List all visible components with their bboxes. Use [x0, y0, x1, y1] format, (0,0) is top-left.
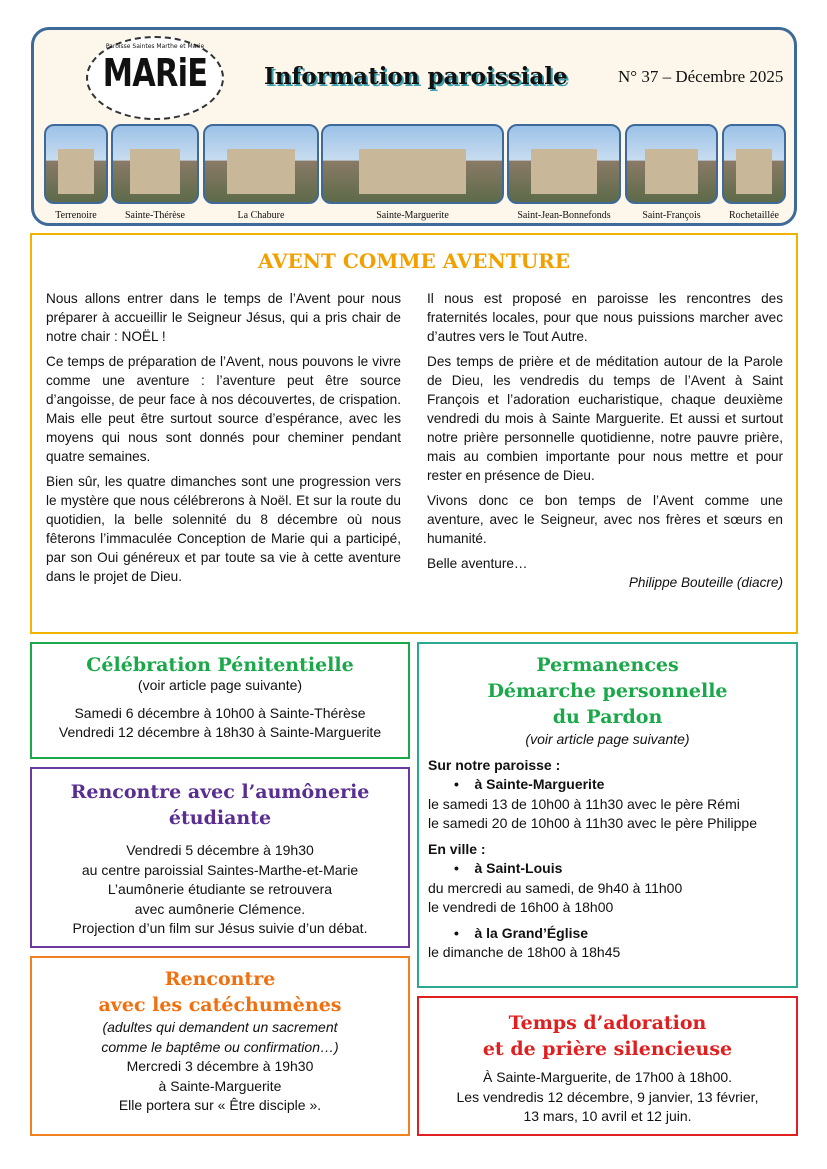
- text-line: À Sainte-Marguerite, de 17h00 à 18h00.: [482, 1069, 733, 1085]
- text-line: Les vendredis 12 décembre, 9 janvier, 13 février,: [456, 1088, 759, 1105]
- box-title: avec les catéchumènes: [98, 994, 342, 1016]
- text-line: Elle portera sur « Être disciple ».: [118, 1097, 322, 1113]
- header-banner: [31, 27, 797, 226]
- church-photo: [722, 124, 786, 204]
- place-bullet: • à Sainte-Marguerite: [454, 776, 605, 792]
- paragraph: Ce temps de préparation de l’Avent, nous pouvons le vivre comme une aventure : l’aventure peut être source d’angoisse, de peur face à nos découvertes, de crispation. Mais elle peut être surtout source d’espérance, avec les moyens qui nous sont donnés pour cheminer pendant quatre semaines.: [46, 354, 401, 464]
- box-title: et de prière silencieuse: [482, 1038, 733, 1060]
- place-name: à Sainte-Marguerite: [474, 776, 605, 792]
- adoration-box: [417, 996, 798, 1136]
- section-label: Sur notre paroisse :: [428, 756, 561, 773]
- aumonerie-box: [30, 767, 410, 948]
- church-caption: La Chabure: [237, 210, 285, 221]
- paragraph: Il nous est proposé en paroisse les rencontres des fraternités locales, pour que nous puissions marcher avec d’autres vers le Tout Autre.: [427, 291, 783, 344]
- box-title: Rencontre: [164, 968, 276, 990]
- schedule-line: du mercredi au samedi, de 9h40 à 11h00: [428, 879, 683, 896]
- text-line: au centre paroissial Saintes-Marthe-et-Marie: [81, 861, 359, 878]
- text-line: Projection d’un film sur Jésus suivie d’un débat.: [72, 920, 368, 936]
- note: (voir article page suivante): [525, 731, 690, 747]
- church-caption: Sainte-Marguerite: [376, 210, 449, 221]
- church-photo: [44, 124, 108, 204]
- paragraph: Bien sûr, les quatre dimanches sont une progression vers le mystère que nous célébrerons à Noël. Et sur la route du quotidien, la belle solennité du 8 décembre où nous fêterons l’immaculée Conception de Marie qui a participé, par son Oui généreux et par toute sa vie à cette aventure dans le projet de Dieu.: [46, 474, 401, 584]
- text-line: 13 mars, 10 avril et 12 juin.: [523, 1108, 692, 1124]
- schedule-line: le samedi 13 de 10h00 à 11h30 avec le père Rémi: [428, 795, 740, 812]
- box-title: Démarche personnelle: [487, 680, 728, 702]
- box-title: Temps d’adoration: [508, 1012, 707, 1034]
- schedule-line: le dimanche de 18h00 à 18h45: [428, 944, 621, 960]
- place-name: à Saint-Louis: [474, 860, 563, 876]
- permanences-box: [417, 642, 798, 988]
- issue-number: N° 37 – Décembre 2025: [618, 67, 784, 86]
- catechumenes-box: [30, 956, 410, 1136]
- box-title: Célébration Pénitentielle: [86, 654, 354, 676]
- note: (adultes qui demandent un sacrement: [102, 1019, 338, 1035]
- text-line: avec aumônerie Clémence.: [134, 900, 306, 917]
- section-label: En ville :: [428, 840, 486, 857]
- box-title: Rencontre avec l’aumônerie étudiante: [70, 781, 370, 829]
- text-line: L’aumônerie étudiante se retrouvera: [107, 881, 333, 897]
- text-line: Vendredi 5 décembre à 19h30: [126, 842, 314, 858]
- text-line: Mercredi 3 décembre à 19h30: [126, 1058, 314, 1074]
- note: comme le baptême ou confirmation…): [101, 1038, 339, 1055]
- box-title: Permanences: [536, 654, 679, 676]
- church-caption: Saint-Jean-Bonnefonds: [517, 210, 611, 221]
- article-title: AVENT COMME AVENTURE: [257, 249, 571, 273]
- place-bullet: • à Saint-Louis: [454, 860, 563, 876]
- paragraph: Des temps de prière et de méditation autour de la Parole de Dieu, les vendredis du temps de l’Avent à Saint François et l’adoration eucharistique, chaque deuxième vendredi du mois à Sainte Marguerite. Et aussi et surtout notre prière personnelle quotidienne, notre pauvre prière, mais au combien importante pour nous mettre et pour rester en présence de Dieu.: [427, 354, 783, 483]
- church-caption: Terrenoire: [55, 210, 97, 221]
- signature: Philippe Bouteille (diacre): [628, 575, 783, 590]
- place-name: à la Grand’Église: [474, 924, 589, 941]
- text-line: à Sainte-Marguerite: [158, 1077, 282, 1094]
- church-photo: [507, 124, 621, 204]
- church-caption: Sainte-Thérèse: [125, 210, 185, 221]
- newsletter-title: Information paroissiale: [264, 63, 568, 90]
- schedule-line: Samedi 6 décembre à 10h00 à Sainte-Thérèse: [74, 704, 366, 721]
- church-photo: [111, 124, 199, 204]
- church-caption: Rochetaillée: [729, 210, 779, 221]
- parish-logo: Paroisse Saintes Marthe et Marie MARiE: [86, 36, 224, 120]
- penitence-box: [30, 642, 410, 759]
- schedule-line: Vendredi 12 décembre à 18h30 à Sainte-Marguerite: [58, 724, 382, 740]
- paragraph: Vivons donc ce bon temps de l’Avent comme une aventure, avec le Seigneur, avec nos frères et sœurs en humanité.: [427, 493, 783, 546]
- schedule-line: le vendredi de 16h00 à 18h00: [428, 899, 614, 915]
- avent-article: [30, 233, 798, 634]
- place-bullet: • à la Grand’Église: [454, 924, 589, 941]
- box-title: du Pardon: [552, 706, 663, 728]
- church-caption: Saint-François: [642, 210, 701, 221]
- church-photo: [625, 124, 718, 204]
- paragraph: Nous allons entrer dans le temps de l’Avent pour nous préparer à accueillir le Seigneur Jésus, qui a pris chair de notre chair : NOËL !: [46, 291, 401, 344]
- paragraph: Belle aventure…: [427, 556, 528, 571]
- church-photo: [321, 124, 504, 204]
- note: (voir article page suivante): [137, 677, 303, 693]
- schedule-line: le samedi 20 de 10h00 à 11h30 avec le père Philippe: [428, 815, 757, 831]
- church-photo: [203, 124, 319, 204]
